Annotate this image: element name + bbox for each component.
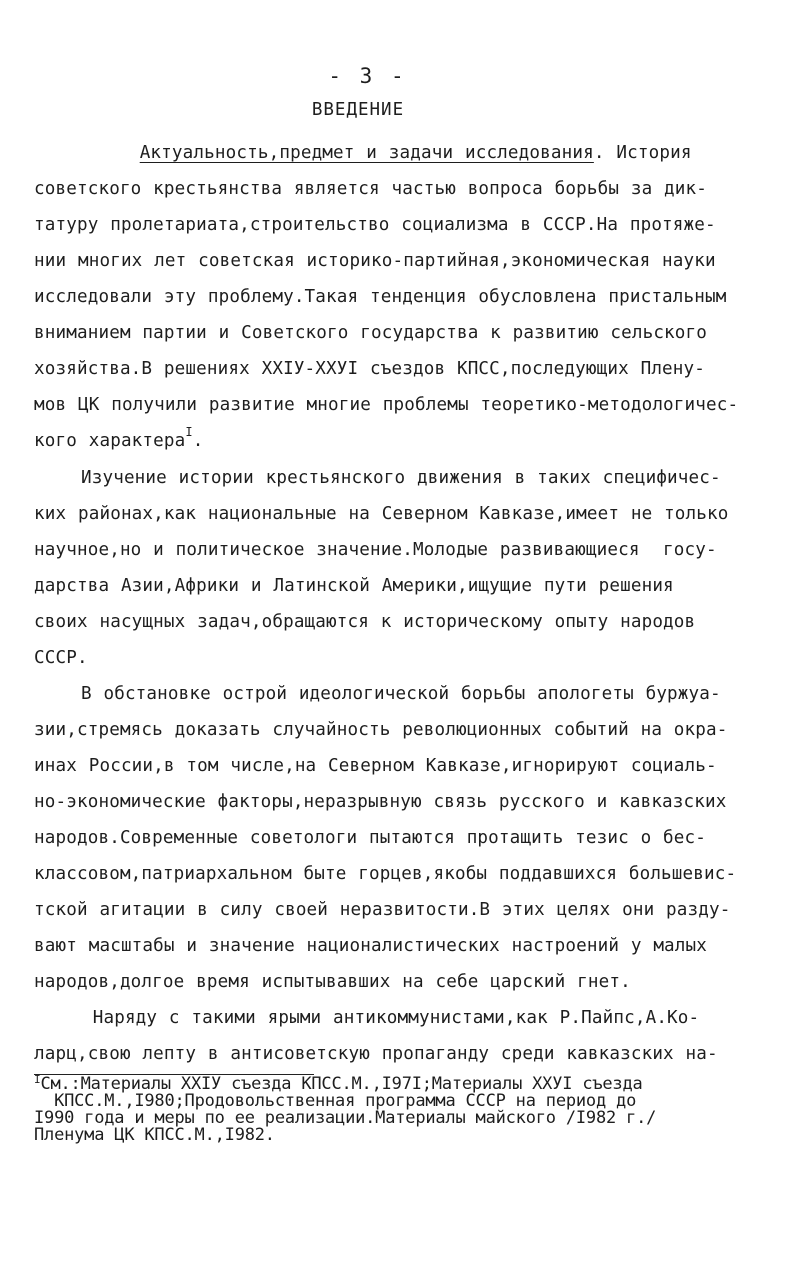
- paragraph-line: вают масштабы и значение националистических настроений у малых: [34, 936, 708, 956]
- paragraph-line: татуру пролетариата,строительство социализма в СССР.На протяже-: [34, 215, 716, 235]
- paragraph-line: инах России,в том числе,на Северном Кавказе,игнорируют социаль-: [34, 756, 717, 776]
- section-title: ВВЕДЕНИЕ: [311, 100, 405, 120]
- footnote-line: $^I$См.:Материалы ХХIУ съезда КПСС.М.,I97I;Материалы ХХУI съезда: [34, 1073, 643, 1094]
- page-number: - 3 -: [328, 64, 407, 88]
- intro-paragraph: [34, 135, 764, 459]
- paragraph-line: хозяйства.В решениях ХХIУ-ХХУI съездов КПСС,последующих Плену-: [34, 359, 706, 379]
- footnote-reference: I: [185, 425, 193, 439]
- paragraph-4: [34, 1000, 764, 1072]
- paragraph-line: народов,долгое время испытывавших на себе царский гнет.: [34, 972, 631, 992]
- paragraph-line: нии многих лет советская историко-партийная,экономическая науки: [34, 251, 716, 271]
- paragraph-line: Изучение истории крестьянского движения в таких специфичес-: [34, 468, 721, 488]
- section-subheading: Актуальность,предмет и задачи исследования: [139, 143, 594, 163]
- paragraph-line: советского крестьянства является частью вопроса борьбы за дик-: [34, 179, 708, 199]
- paragraph-line: дарства Азии,Африки и Латинской Америки,ищущие пути решения: [34, 576, 674, 596]
- paragraph-line: ких районах,как национальные на Северном Кавказе,имеет не только: [34, 504, 729, 524]
- footnote-line: I990 года и меры по ее реализации.Материалы майского /I982 г./: [34, 1108, 657, 1128]
- paragraph-line: ларц,свою лепту в антисоветскую пропаганду среди кавказских на-: [34, 1044, 718, 1064]
- paragraph-line: В обстановке острой идеологической борьбы апологеты буржуа-: [34, 684, 721, 704]
- paragraph-3: [34, 676, 764, 1000]
- paragraph-line: кого характера$^I$.: [34, 425, 204, 451]
- paragraph-line: Наряду с такими ярыми антикоммунистами,как Р.Пайпс,А.Ко-: [34, 1008, 700, 1028]
- paragraph-line: СССР.: [34, 648, 88, 668]
- paragraph-line: но-экономические факторы,неразрывную связь русского и кавказских: [34, 792, 727, 812]
- paragraph-line: вниманием партии и Советского государства к развитию сельского: [34, 323, 708, 343]
- paragraph-line: народов.Современные советологи пытаются протащить тезис о бес-: [34, 828, 707, 848]
- paragraph-line: Актуальность,предмет и задачи исследования. История: [139, 143, 692, 163]
- footnote-mark: I: [34, 1073, 41, 1086]
- paragraph-line: классовом,патриархальном быте горцев,якобы поддавшихся большевис-: [34, 864, 737, 884]
- footnote-line: Пленума ЦК КПСС.М.,I982.: [34, 1125, 275, 1145]
- paragraph-line: научное,но и политическое значение.Молодые развивающиеся госу-: [34, 540, 717, 560]
- paragraph-line: своих насущных задач,обращаются к историческому опыту народов: [34, 612, 696, 632]
- paragraph-line: исследовали эту проблему.Такая тенденция обусловлена пристальным: [34, 287, 727, 307]
- paragraph-line: зии,стремясь доказать случайность революционных событий на окра-: [34, 720, 728, 740]
- footnote: [34, 1073, 774, 1145]
- paragraph-line: тской агитации в силу своей неразвитости.В этих целях они разду-: [34, 900, 731, 920]
- footnote-line: КПСС.М.,I980;Продовольственная программа СССР на период до: [54, 1091, 637, 1111]
- paragraph-line: мов ЦК получили развитие многие проблемы теоретико-методологичес-: [34, 395, 739, 415]
- paragraph-2: [34, 460, 764, 676]
